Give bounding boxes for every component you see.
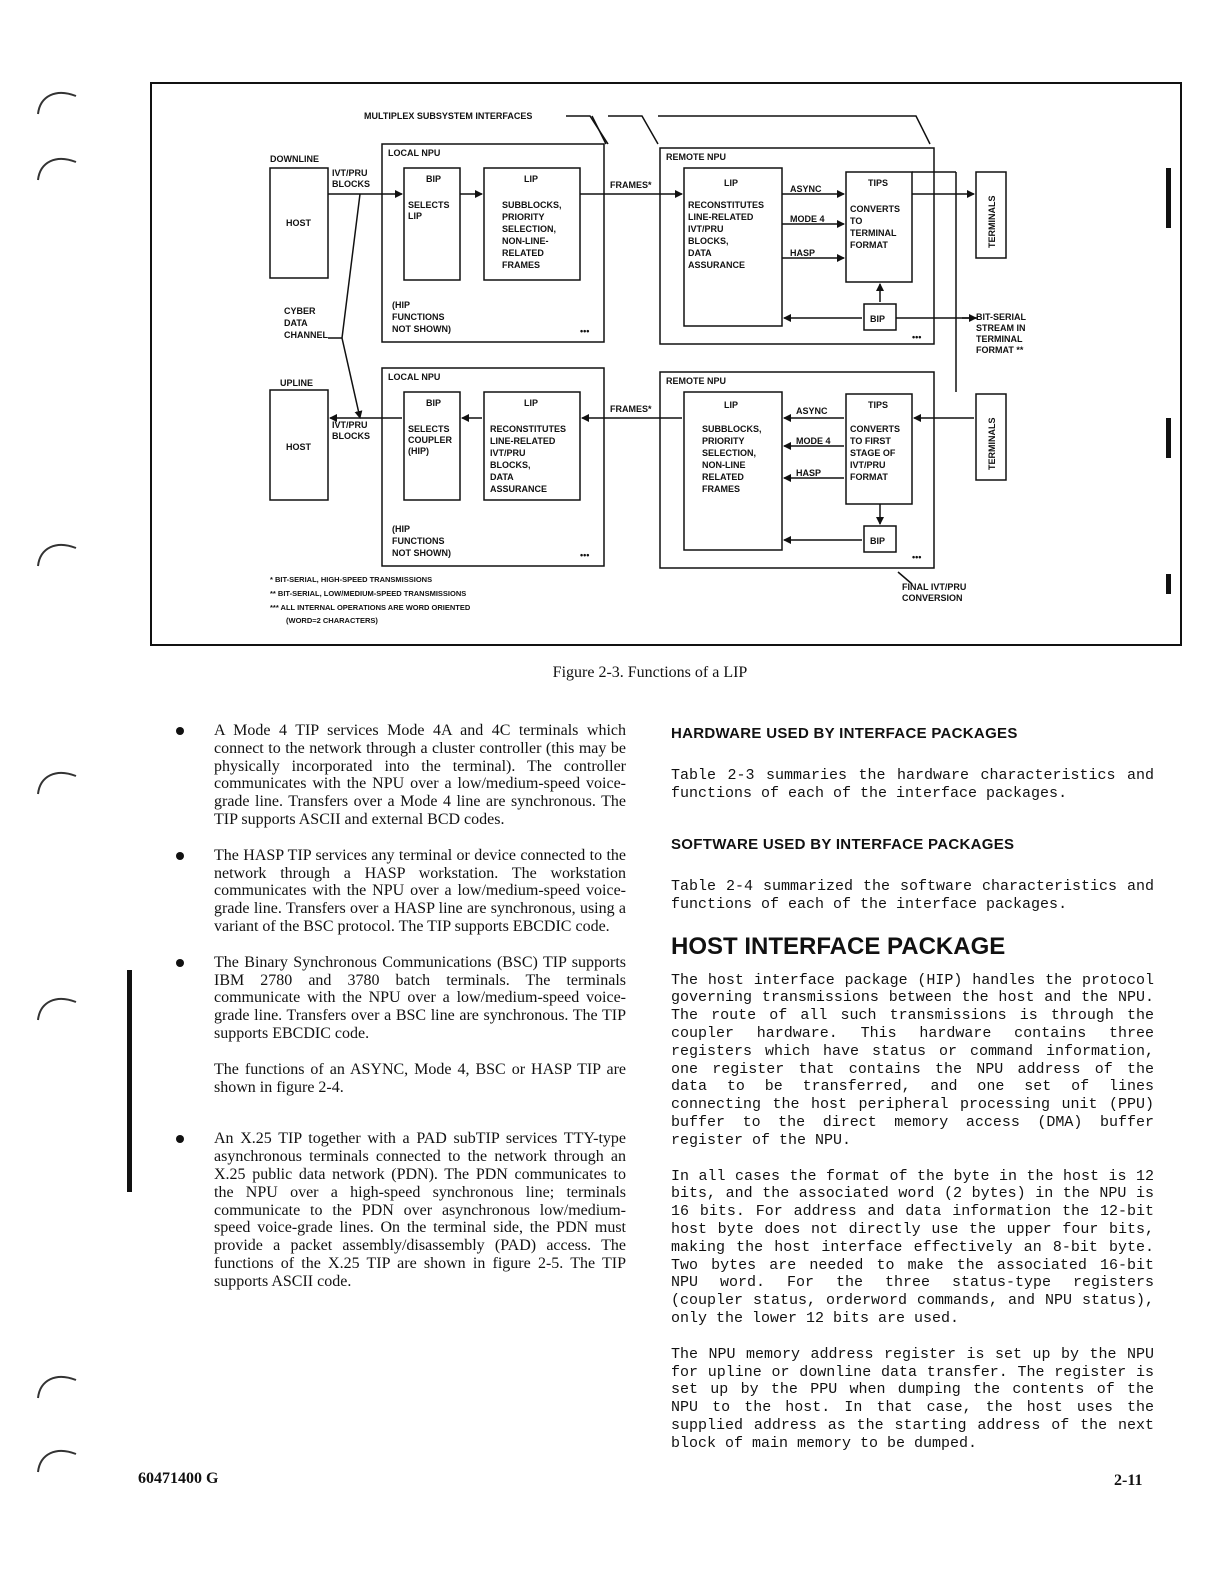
final-conv-1: FINAL IVT/PRU: [902, 582, 967, 592]
list-item: [176, 954, 626, 1043]
tips-top-t4: FORMAT: [850, 240, 888, 250]
right-column: [671, 725, 1154, 1471]
hip-bot-3: NOT SHOWN): [392, 548, 451, 558]
rlip-bot-t1: SUBBLOCKS,: [702, 424, 762, 434]
bullet-text-bsc: The Binary Synchronous Communications (BSC) TIP supports IBM 2780 and 3780 batch terminals. The terminals communicate with the NPU over a low/medium-speed voice-grade line. Transfers over a BSC line are synchronous. The TIP supports EBCDIC code.: [214, 953, 626, 1042]
bullet-icon: [176, 727, 184, 735]
tips-bot-t4: IVT/PRU: [850, 460, 886, 470]
lip-bot-t1: RECONSTITUTES: [490, 424, 567, 434]
mode4-bot: MODE 4: [796, 436, 831, 446]
list-item: [176, 722, 626, 829]
binder-mark: [34, 990, 80, 1026]
tips-top-t2: TO: [850, 216, 863, 226]
remote-npu-bot: REMOTE NPU: [666, 376, 727, 386]
note-4: (WORD=2 CHARACTERS): [286, 616, 378, 625]
bitserial-4: FORMAT **: [976, 345, 1024, 355]
lip-top-t3: SELECTION,: [502, 224, 557, 234]
lip-bot-t2: LINE-RELATED: [490, 436, 556, 446]
bip-top-remote: BIP: [870, 314, 886, 324]
frames-top: FRAMES*: [610, 180, 652, 190]
lip-top-t1: SUBBLOCKS,: [502, 200, 562, 210]
rlip-bot-t6: FRAMES: [702, 484, 740, 494]
bullet-followup: The functions of an ASYNC, Mode 4, BSC or HASP TIP are shown in figure 2-4.: [214, 1060, 626, 1096]
hip-top-2: FUNCTIONS: [392, 312, 445, 322]
host-bottom-label: HOST: [286, 442, 312, 452]
rlip-bot-t2: PRIORITY: [702, 436, 745, 446]
bip-top-t2: LIP: [408, 211, 423, 221]
upline-label: UPLINE: [280, 378, 314, 388]
tips-bot-t5: FORMAT: [850, 472, 888, 482]
final-conv-2: CONVERSION: [902, 593, 963, 603]
tips-bot-t2: TO FIRST: [850, 436, 891, 446]
rlip-top-title: LIP: [724, 178, 739, 188]
bitserial-2: STREAM IN: [976, 323, 1026, 333]
change-bar: [127, 970, 132, 1192]
bip-bot-t3: (HIP): [408, 446, 429, 456]
rlip-top-t3: IVT/PRU: [688, 224, 724, 234]
tips-top-t3: TERMINAL: [850, 228, 897, 238]
downline-label: DOWNLINE: [270, 154, 319, 164]
ivt-pru-top-1: IVT/PRU: [332, 168, 368, 178]
async-top: ASYNC: [790, 184, 822, 194]
heading-host-interface-package: HOST INTERFACE PACKAGE: [671, 932, 1006, 960]
binder-mark: [34, 536, 80, 572]
rlip-top-t2: LINE-RELATED: [688, 212, 754, 222]
lip-bot-t3: IVT/PRU: [490, 448, 526, 458]
async-bot: ASYNC: [796, 406, 828, 416]
bip-bot-t2: COUPLER: [408, 435, 453, 445]
hasp-bot: HASP: [796, 468, 822, 478]
hip-bot-1: (HIP: [392, 524, 410, 534]
rlip-bot-t3: SELECTION,: [702, 448, 757, 458]
para-hip-3: The NPU memory address register is set up by the NPU for upline or downline data transfer. The register is set up by the PPU when dumping the contents of the NPU to the host. In that case, the host uses the supplied address as the starting address of the next block of main memory to be dumped.: [671, 1345, 1154, 1452]
list-item: [176, 1130, 626, 1290]
rlip-top-t4: BLOCKS,: [688, 236, 729, 246]
hasp-top: HASP: [790, 248, 816, 258]
cyber-2: DATA: [284, 318, 308, 328]
hip-top-3: NOT SHOWN): [392, 324, 451, 334]
lip-top-title: LIP: [524, 174, 539, 184]
binder-mark: [34, 150, 80, 186]
tips-top-t1: CONVERTS: [850, 204, 901, 214]
local-npu-top: LOCAL NPU: [388, 148, 441, 158]
binder-mark: [34, 1368, 80, 1404]
bip-top-t1: SELECTS: [408, 200, 450, 210]
document-number: 60471400 G: [138, 1470, 219, 1487]
tips-bot-t1: CONVERTS: [850, 424, 901, 434]
lip-top-t2: PRIORITY: [502, 212, 545, 222]
rlip-bot-t4: NON-LINE: [702, 460, 746, 470]
binder-mark: [34, 84, 80, 120]
rlip-top-t6: ASSURANCE: [688, 260, 746, 270]
ivt-pru-bot-2: BLOCKS: [332, 431, 370, 441]
cyber-1: CYBER: [284, 306, 316, 316]
ellipsis-2: •••: [912, 332, 922, 342]
frames-bot: FRAMES*: [610, 404, 652, 414]
rlip-bot-t5: RELATED: [702, 472, 744, 482]
rlip-bot-title: LIP: [724, 400, 739, 410]
left-column: [176, 722, 626, 1309]
ellipsis-3: •••: [580, 550, 590, 560]
host-top-label: HOST: [286, 218, 312, 228]
para-software: Table 2-4 summarized the software characteristics and functions of each of the interface packages.: [671, 878, 1154, 913]
bip-bot-remote: BIP: [870, 536, 886, 546]
para-hardware: Table 2-3 summaries the hardware characteristics and functions of each of the interface packages.: [671, 766, 1154, 802]
binder-mark: [34, 1442, 80, 1478]
hip-bot-2: FUNCTIONS: [392, 536, 445, 546]
ivt-pru-bot-1: IVT/PRU: [332, 420, 368, 430]
terminals-top: TERMINALS: [987, 195, 997, 248]
local-npu-bot: LOCAL NPU: [388, 372, 441, 382]
ellipsis-1: •••: [580, 326, 590, 336]
cyber-3: CHANNEL: [284, 330, 328, 340]
rlip-top-t1: RECONSTITUTES: [688, 200, 765, 210]
lip-top-t6: FRAMES: [502, 260, 540, 270]
bip-bot-t1: SELECTS: [408, 424, 450, 434]
ivt-pru-top-2: BLOCKS: [332, 179, 370, 189]
para-hip-1: The host interface package (HIP) handles the protocol governing transmissions between the host and the NPU. The route of all such transmissions is through the coupler hardware. This hardware contains three registers which have status or command information, one register that contains the NPU address of the data to be transferred, and one set of lines connecting the host peripheral processing unit (PPU) buffer to the direct memory access (DMA) buffer register of the NPU.: [671, 971, 1154, 1149]
bullet-text-mode4: A Mode 4 TIP services Mode 4A and 4C terminals which connect to the network through a cluster controller (this may be physically incorporated into the terminal). The controller communicates with the NPU over a low/medium-speed voice-grade line. Transfers over a Mode 4 line are synchronous. The TIP supports ASCII and external BCD codes.: [214, 722, 626, 828]
rlip-top-t5: DATA: [688, 248, 712, 258]
para-hip-2: In all cases the format of the byte in the host is 12 bits, and the associated word (2 bytes) in the NPU is 16 bits. For address and data information the 12-bit host byte does not directly use the upper four bits, making the host interface effectively an 8-bit byte. Two bytes are needed to make the associated 16-bit NPU word. For the three status-type registers (coupler status, orderword commands, and NPU status), only the lower 12 bits are used.: [671, 1167, 1154, 1327]
bullet-icon: [176, 1135, 184, 1143]
remote-npu-top: REMOTE NPU: [666, 152, 727, 162]
lip-top-t4: NON-LINE-: [502, 236, 549, 246]
lip-functions-diagram: [150, 82, 1182, 646]
bip-bot-title: BIP: [426, 398, 442, 408]
bitserial-3: TERMINAL: [976, 334, 1023, 344]
lip-bot-title: LIP: [524, 398, 539, 408]
page-number: 2-11: [1114, 1472, 1143, 1489]
bullet-text-hasp: The HASP TIP services any terminal or device connected to the network through a HASP workstation. The workstation communicates with the NPU over a low/medium-speed voice-grade line. Transfers over a HASP line are synchronous, using a variant of the BSC protocol. The TIP supports EBCDIC code.: [214, 846, 626, 935]
mode4-top: MODE 4: [790, 214, 825, 224]
multiplex-label: MULTIPLEX SUBSYSTEM INTERFACES: [364, 111, 533, 121]
bullet-icon: [176, 959, 184, 967]
tips-bot-title: TIPS: [868, 400, 889, 410]
note-1: * BIT-SERIAL, HIGH-SPEED TRANSMISSIONS: [270, 575, 433, 584]
tips-top-title: TIPS: [868, 178, 889, 188]
terminals-bot: TERMINALS: [987, 417, 997, 470]
lip-bot-t4: BLOCKS,: [490, 460, 531, 470]
bullet-text-x25: An X.25 TIP together with a PAD subTIP services TTY-type asynchronous terminals connected to the network through an X.25 public data network (PDN). The PDN communicates to the NPU over a high-speed synchronous line; terminals communicate to the PDN over asynchronous low/medium-speed voice-grade lines. On the terminal side, the PDN must provide a packet assembly/disassembly (PAD) access. The functions of the X.25 TIP are shown in figure 2-5. The TIP supports ASCII code.: [214, 1130, 626, 1290]
list-item: [176, 847, 626, 936]
lip-top-t5: RELATED: [502, 248, 544, 258]
ellipsis-4: •••: [912, 552, 922, 562]
figure-caption: Figure 2-3. Functions of a LIP: [552, 664, 748, 681]
note-2: ** BIT-SERIAL, LOW/MEDIUM-SPEED TRANSMISSIONS: [270, 589, 467, 598]
bitserial-1: BIT-SERIAL: [976, 312, 1027, 322]
heading-hardware: HARDWARE USED BY INTERFACE PACKAGES: [671, 725, 1018, 742]
binder-mark: [34, 764, 80, 800]
hip-top-1: (HIP: [392, 300, 410, 310]
bullet-icon: [176, 852, 184, 860]
lip-bot-t6: ASSURANCE: [490, 484, 548, 494]
lip-bot-t5: DATA: [490, 472, 514, 482]
bip-top-title: BIP: [426, 174, 442, 184]
heading-software: SOFTWARE USED BY INTERFACE PACKAGES: [671, 836, 1015, 854]
note-3: *** ALL INTERNAL OPERATIONS ARE WORD ORIENTED: [270, 603, 471, 612]
tips-bot-t3: STAGE OF: [850, 448, 896, 458]
